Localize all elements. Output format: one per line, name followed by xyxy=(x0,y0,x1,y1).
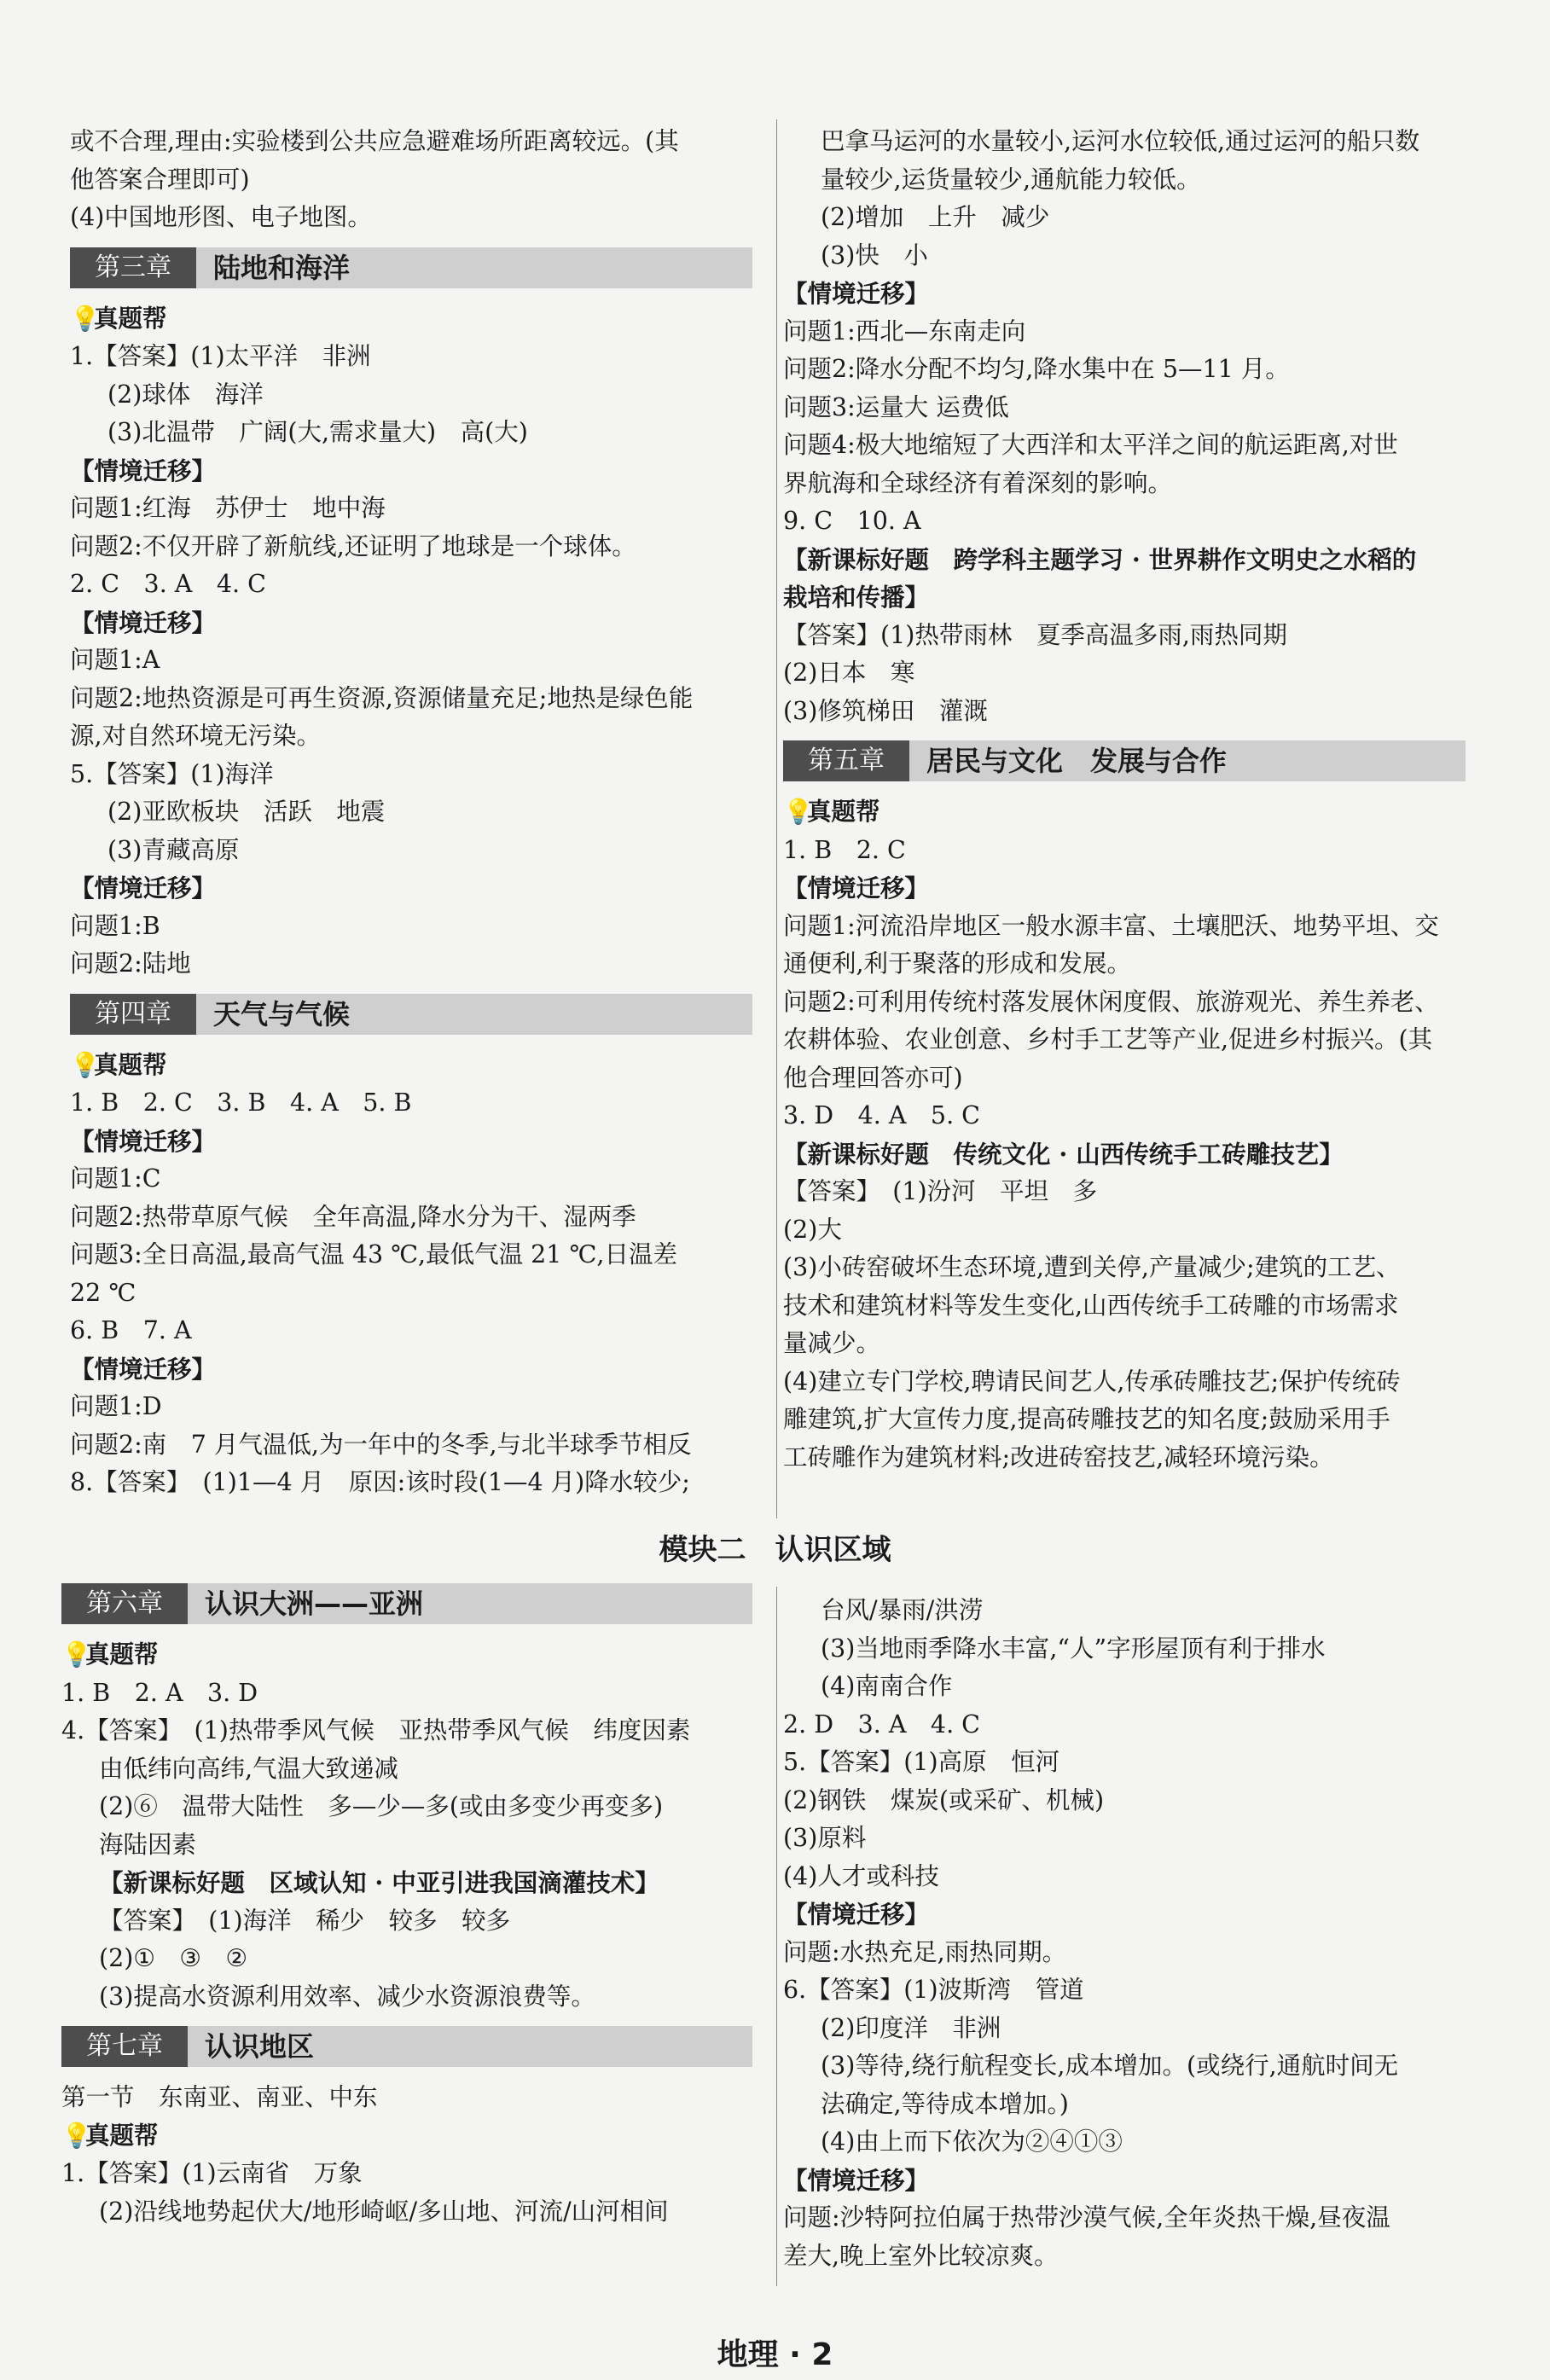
bottom-left-column xyxy=(61,1583,752,2231)
chapter-header xyxy=(70,247,752,288)
text-line: 1. B 2. C xyxy=(783,835,906,864)
text-line: 4.【答案】 (1)热带季风气候 亚热带季风气候 纬度因素 xyxy=(61,1716,691,1744)
section-title: 第一节 东南亚、南亚、中东 xyxy=(61,2083,378,2111)
text-line: (4)建立专门学校,聘请民间艺人,传承砖雕技艺;保护传统砖 xyxy=(783,1367,1401,1396)
text-line: 问题1:B xyxy=(70,911,160,940)
text-line: 量减少。 xyxy=(783,1329,881,1357)
tip-label: 真题帮 xyxy=(85,1640,159,1669)
chapter-tag: 第六章 xyxy=(61,1583,188,1624)
text-line: 巴拿马运河的水量较小,运河水位较低,通过运河的船只数 xyxy=(821,127,1420,155)
text-line: (2)球体 海洋 xyxy=(107,380,264,409)
text-line: 台风/暴雨/洪涝 xyxy=(821,1596,984,1624)
text-line: 问题2:不仅开辟了新航线,还证明了地球是一个球体。 xyxy=(70,531,636,560)
text-line: 问题:水热充足,雨热同期。 xyxy=(783,1937,1067,1966)
text-line: 问题2:地热资源是可再生资源,资源储量充足;地热是绿色能 xyxy=(70,683,694,712)
text-line: (3)青藏高原 xyxy=(107,835,240,864)
text-line: 1. B 2. C 3. B 4. A 5. B xyxy=(70,1088,412,1117)
text-line: 由低纬向高纬,气温大致递减 xyxy=(99,1754,399,1783)
text-line: 【新课标好题 区域认知 · 中亚引进我国滴灌技术】 xyxy=(99,1868,659,1897)
text-line: 雕建筑,扩大宣传力度,提高砖雕技艺的知名度;鼓励采用手 xyxy=(783,1405,1390,1433)
top-left-column xyxy=(70,123,752,1502)
text-line: 5.【答案】(1)高原 恒河 xyxy=(783,1748,1060,1776)
text-line: 问题1:红海 苏伊士 地中海 xyxy=(70,494,386,522)
text-line: (3)北温带 广阔(大,需求量大) 高(大) xyxy=(107,418,528,446)
text-line: 问题2:陆地 xyxy=(70,949,191,978)
chapter-tag: 第四章 xyxy=(70,994,196,1035)
text-line: (2)增加 上升 减少 xyxy=(821,203,1050,231)
text-line: 法确定,等待成本增加。) xyxy=(821,2089,1069,2118)
text-line: 【情境迁移】 xyxy=(783,2165,930,2195)
text-line: (4)人才或科技 xyxy=(783,1861,939,1890)
text-line: 问题2:热带草原气候 全年高温,降水分为干、湿两季 xyxy=(70,1202,636,1231)
text-line: (2)沿线地势起伏大/地形崎岖/多山地、河流/山河相间 xyxy=(99,2197,669,2226)
text-line: 栽培和传播】 xyxy=(783,583,930,612)
text-line: 海陆因素 xyxy=(99,1830,197,1859)
text-line: 【情境迁移】 xyxy=(70,1126,217,1156)
text-line: 【答案】 (1)海洋 稀少 较多 较多 xyxy=(99,1906,511,1935)
chapter-header xyxy=(783,740,1466,781)
text-line: 问题1:D xyxy=(70,1392,162,1420)
text-line: 问题2:可利用传统村落发展休闲度假、旅游观光、养生养老、 xyxy=(783,987,1439,1016)
bottom-right-column xyxy=(783,1592,1466,2275)
text-line: 问题2:降水分配不均匀,降水集中在 5—11 月。 xyxy=(783,355,1290,383)
text-line: 1.【答案】(1)云南省 万象 xyxy=(61,2159,363,2187)
text-line: 问题1:A xyxy=(70,646,160,674)
text-line: 量较少,运货量较少,通航能力较低。 xyxy=(821,165,1201,194)
text-line: (2)印度洋 非洲 xyxy=(821,2013,1001,2042)
text-line: (2)日本 寒 xyxy=(783,659,915,687)
text-line: (4)南南合作 xyxy=(821,1672,953,1700)
column-divider xyxy=(776,1587,777,2286)
text-line: (3)修筑梯田 灌溉 xyxy=(783,696,988,725)
text-line: 或不合理,理由:实验楼到公共应急避难场所距离较远。(其 xyxy=(70,127,679,155)
text-line: (4)中国地形图、电子地图。 xyxy=(70,203,372,231)
chapter-tag: 第七章 xyxy=(61,2026,188,2067)
text-line: 问题1:C xyxy=(70,1164,161,1193)
text-line: (3)提高水资源利用效率、减少水资源浪费等。 xyxy=(99,1982,595,2011)
text-line: 1.【答案】(1)太平洋 非洲 xyxy=(70,342,371,370)
text-line: (2)亚欧板块 活跃 地震 xyxy=(107,798,386,826)
text-line: 【情境迁移】 xyxy=(783,874,930,903)
text-line: 【情境迁移】 xyxy=(70,607,217,637)
chapter-title: 认识地区 xyxy=(205,2030,315,2063)
text-line: (2)钢铁 煤炭(或采矿、机械) xyxy=(783,1785,1105,1814)
tip-heading xyxy=(61,2117,752,2156)
text-line: 【答案】 (1)汾河 平坦 多 xyxy=(783,1177,1098,1205)
text-line: 【新课标好题 跨学科主题学习 · 世界耕作文明史之水稻的 xyxy=(783,544,1417,574)
chapter-header xyxy=(61,2026,752,2067)
lightbulb-icon: 💡 xyxy=(783,798,814,826)
tip-heading xyxy=(61,1636,752,1675)
text-line: (2)⑥ 温带大陆性 多—少—多(或由多变少再变多) xyxy=(99,1792,664,1820)
text-line: 问题1:西北—东南走向 xyxy=(783,316,1026,345)
text-line: (3)快 小 xyxy=(821,241,928,270)
lightbulb-icon: 💡 xyxy=(61,1640,92,1669)
lightbulb-icon: 💡 xyxy=(61,2121,92,2150)
text-line: 8.【答案】 (1)1—4 月 原因:该时段(1—4 月)降水较少; xyxy=(70,1468,690,1496)
text-line: 【情境迁移】 xyxy=(70,1354,217,1384)
text-line: (3)当地雨季降水丰富,“人”字形屋顶有利于排水 xyxy=(821,1634,1326,1663)
text-line: 技术和建筑材料等发生变化,山西传统手工砖雕的市场需求 xyxy=(783,1291,1399,1320)
text-line: 【情境迁移】 xyxy=(70,456,217,485)
lightbulb-icon: 💡 xyxy=(70,1050,101,1079)
top-right-column xyxy=(783,123,1466,1477)
text-line: 【答案】(1)热带雨林 夏季高温多雨,雨热同期 xyxy=(783,620,1287,649)
text-line: 2. D 3. A 4. C xyxy=(783,1710,980,1739)
text-line: (3)原料 xyxy=(783,1824,867,1852)
chapter-tag: 第三章 xyxy=(70,247,196,288)
column-divider xyxy=(776,119,777,1518)
text-line: 问题3:运量大 运费低 xyxy=(783,392,1009,421)
text-line: 6.【答案】(1)波斯湾 管道 xyxy=(783,1976,1084,2004)
text-line: 【情境迁移】 xyxy=(70,874,217,903)
text-line: 通便利,利于聚落的形成和发展。 xyxy=(783,949,1132,978)
module-title: 模块二 认识区域 xyxy=(659,1533,891,1567)
text-line: 界航海和全球经济有着深刻的影响。 xyxy=(783,468,1173,497)
lightbulb-icon: 💡 xyxy=(70,304,101,333)
text-line: 问题:沙特阿拉伯属于热带沙漠气候,全年炎热干燥,昼夜温 xyxy=(783,2203,1390,2232)
tip-label: 真题帮 xyxy=(85,2121,159,2150)
text-line: 【情境迁移】 xyxy=(783,1900,930,1929)
chapter-title: 居民与文化 发展与合作 xyxy=(926,745,1228,777)
text-line: (3)等待,绕行航程变长,成本增加。(或绕行,通航时间无 xyxy=(821,2052,1399,2080)
text-line: 问题2:南 7 月气温低,为一年中的冬季,与北半球季节相反 xyxy=(70,1430,692,1459)
text-line: 问题1:河流沿岸地区一般水源丰富、土壤肥沃、地势平坦、交 xyxy=(783,911,1439,940)
text-line: 问题3:全日高温,最高气温 43 ℃,最低气温 21 ℃,日温差 xyxy=(70,1240,677,1268)
text-line: 【情境迁移】 xyxy=(783,279,930,308)
tip-heading xyxy=(783,793,1466,832)
text-line: (4)由上而下依次为②④①③ xyxy=(821,2127,1123,2156)
text-line: 他合理回答亦可) xyxy=(783,1063,963,1092)
text-line: 1. B 2. A 3. D xyxy=(61,1678,258,1707)
page-footer: 地理 · 2 xyxy=(717,2337,833,2372)
chapter-tag: 第五章 xyxy=(783,740,909,781)
text-line: 源,对自然环境无污染。 xyxy=(70,722,322,750)
text-line: 9. C 10. A xyxy=(783,507,921,535)
chapter-header xyxy=(61,1583,752,1624)
text-line: 差大,晚上室外比较凉爽。 xyxy=(783,2241,1059,2270)
text-line: 2. C 3. A 4. C xyxy=(70,570,266,598)
tip-heading xyxy=(70,300,752,339)
text-line: 【新课标好题 传统文化 · 山西传统手工砖雕技艺】 xyxy=(783,1139,1344,1169)
chapter-title: 认识大洲——亚洲 xyxy=(205,1588,424,1620)
chapter-header xyxy=(70,994,752,1035)
text-line: 工砖雕作为建筑材料;改进砖窑技艺,减轻环境污染。 xyxy=(783,1443,1334,1472)
tip-heading xyxy=(70,1047,752,1085)
text-line: 问题4:极大地缩短了大西洋和太平洋之间的航运距离,对世 xyxy=(783,431,1398,459)
text-line: 6. B 7. A xyxy=(70,1316,192,1344)
text-line: (3)小砖窑破坏生态环境,遭到关停,产量减少;建筑的工艺、 xyxy=(783,1253,1401,1281)
tip-label: 真题帮 xyxy=(807,798,880,826)
tip-label: 真题帮 xyxy=(94,304,167,333)
text-line: 农耕体验、农业创意、乡村手工艺等产业,促进乡村振兴。(其 xyxy=(783,1025,1433,1054)
text-line: 3. D 4. A 5. C xyxy=(783,1101,980,1129)
text-line: 他答案合理即可) xyxy=(70,165,250,194)
text-line: 22 ℃ xyxy=(70,1278,136,1307)
text-line: 5.【答案】(1)海洋 xyxy=(70,759,274,788)
chapter-title: 陆地和海洋 xyxy=(213,251,351,284)
chapter-title: 天气与气候 xyxy=(213,997,351,1030)
text-line: (2)大 xyxy=(783,1215,842,1244)
text-line: (2)① ③ ② xyxy=(99,1944,248,1972)
tip-label: 真题帮 xyxy=(94,1050,167,1079)
